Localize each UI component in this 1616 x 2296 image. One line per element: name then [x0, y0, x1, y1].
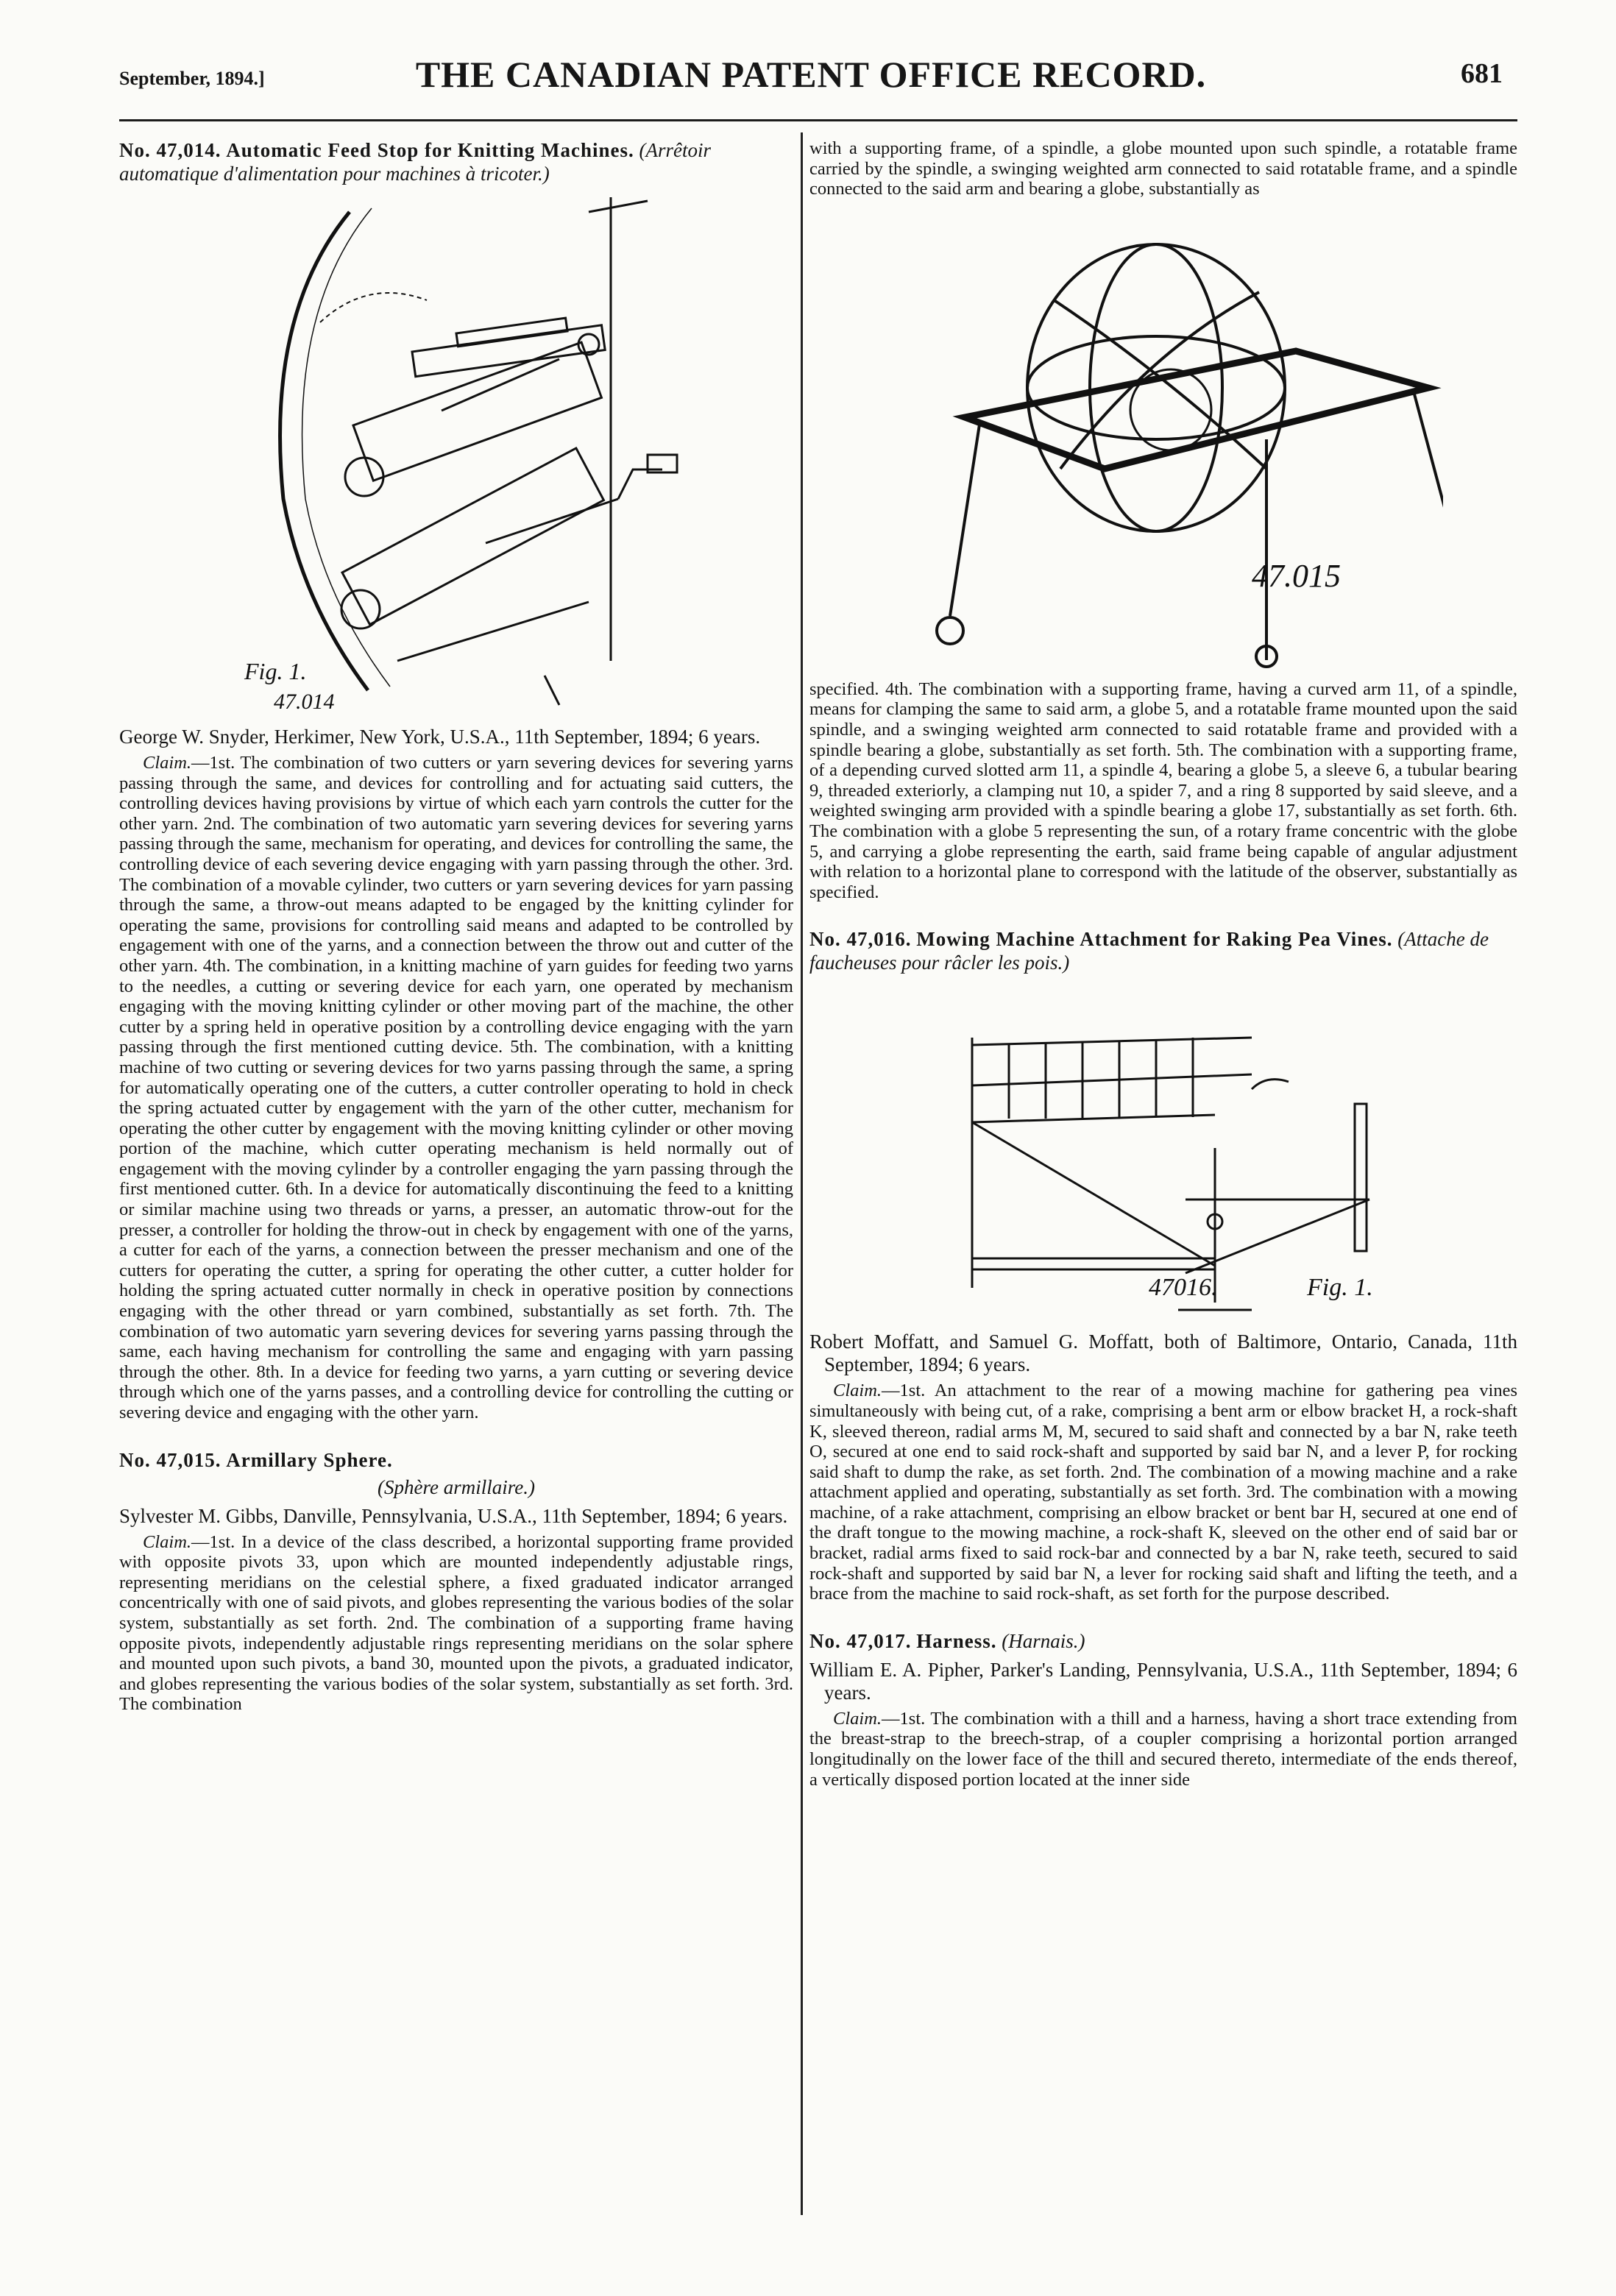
- patent-number: No. 47,014.: [119, 139, 222, 161]
- patent-number: No. 47,017.: [809, 1629, 912, 1652]
- patent-47016: [809, 927, 1517, 1604]
- figure-handwritten-number: 47016.: [1149, 1274, 1218, 1302]
- patent-title: Automatic Feed Stop for Knitting Machines.: [226, 139, 634, 161]
- mowing-machine-figure: [906, 979, 1421, 1325]
- inventor-line: Robert Moffatt, and Samuel G. Moffatt, both of Baltimore, Ontario, Canada, 11th September, 1894; 6 years.: [809, 1331, 1517, 1376]
- patent-number: No. 47,016.: [809, 928, 912, 951]
- patent-title: Harness.: [916, 1629, 997, 1652]
- figure-handwritten-number: 47.015: [1252, 557, 1341, 594]
- patent-47014: [119, 138, 793, 1423]
- publication-title: THE CANADIAN PATENT OFFICE RECORD.: [415, 54, 1207, 95]
- claim-continuation: specified. 4th. The combination with a supporting frame, having a curved arm 11, of a spindle, means for clamping the same to said arm, a globe 5, and a rotatable frame mounted upon the said spindle, and a swinging weighted arm connected to said rotatable frame and provided with a spindle bearing a globe, substantially as set forth. 5th. The combination with a supporting frame, of a depending curved slotted arm 11, a spindle 4, bearing a globe 5, a sleeve 6, a tubular bearing 9, threaded exteriorly, a clamping nut 10, a spider 7, and a ring 8 supported by said sleeve, and a weighted swinging arm provided with a spindle bearing a globe 17, substantially as set forth. 6th. The combination with a globe 5 representing the sun, of a rotary frame concentric with the globe 5, and carrying a globe representing the earth, said frame being capable of angular adjustment with relation to a horizontal plane to correspond with the latitude of the observer, substantially as specified.: [809, 678, 1517, 902]
- claim-text: Claim.—1st. An attachment to the rear of a mowing machine for gathering pea vines simultaneously with being cut, of a rake, comprising a bent arm or elbow bracket H, a rock-shaft K, sleeved thereon, radial arms M, M, secured to said shaft and connected by a bar N, rake teeth O, secured at one end to said rock-shaft and supported by said bar N, and a lever P, for rocking said shaft to dump the rake, as set forth. 2nd. The combination of a mowing machine and a rake attachment applied and operating, substantially as set forth. 3rd. The combination with a mowing machine, of a rake attachment, comprising an elbow bracket or bent bar H, secured at one end of the draft tongue to the mowing machine, a rock-shaft K, sleeved on the other end of said bar or bracket, radial arms fixed to said rock-bar and connected by a bar N, rake teeth, secured to said rock-shaft and supported by said bar N, a lever for rocking said shaft and lifting the teeth, and a brace from the machine to said rock-shaft, as set forth for the purpose described.: [809, 1381, 1517, 1604]
- patent-french-title: (Attache de faucheuses pour râcler les pois.): [809, 928, 1489, 974]
- patent-title: Mowing Machine Attachment for Raking Pea Vines.: [916, 928, 1393, 951]
- patent-number: No. 47,015.: [119, 1448, 222, 1471]
- claim-text: Claim.—1st. In a device of the class described, a horizontal supporting frame provided with opposite pivots 33, upon which are mounted independently adjustable rings, representing meridians on the celestial sphere, a fixed graduated indicator arranged concentrically with one of said pivots, and globes representing the various bodies of the solar system, substantially as set forth. 2nd. The combination of a supporting frame having opposite pivots, independently adjustable rings representing meridians on the solar sphere and mounted upon such pivots, a band 30, mounted upon the pivots, a graduated indicator, and globes representing the various bodies of the solar system, substantially as set forth. 3rd. The combination: [119, 1531, 793, 1715]
- left-column: [119, 138, 793, 1715]
- armillary-sphere-figure: [884, 204, 1443, 675]
- claim-text: Claim.—1st. The combination with a thill and a harness, having a short trace extending from the breast-strap to the breech-strap, of a coupler comprising a horizontal portion arranged longitudinally on the lower face of the thill and secured thereto, intermediate of the ends thereof, a vertically disposed portion located at the inner side: [809, 1708, 1517, 1790]
- patent-french-title: (Sphère armillaire.): [378, 1475, 535, 1498]
- figure-caption: Fig. 1.: [244, 658, 307, 684]
- patent-47017: [809, 1629, 1517, 1790]
- patent-french-title: (Arrêtoir automatique d'alimentation pour machines à tricoter.): [119, 139, 711, 185]
- inventor-line: Sylvester M. Gibbs, Danville, Pennsylvania, U.S.A., 11th September, 1894; 6 years.: [119, 1504, 788, 1527]
- header-rule: [119, 119, 1517, 121]
- patent-47015: [119, 1448, 793, 1715]
- inventor-line: William E. A. Pipher, Parker's Landing, Pennsylvania, U.S.A., 11th September, 1894; 6 years.: [809, 1658, 1517, 1704]
- patent-title: Armillary Sphere.: [226, 1448, 393, 1471]
- issue-date: September, 1894.]: [119, 68, 265, 89]
- patent-french-title: (Harnais.): [1002, 1629, 1085, 1652]
- page-number: 681: [1461, 58, 1503, 89]
- knitting-machine-figure: [177, 190, 736, 720]
- figure-caption: Fig. 1.: [1307, 1274, 1373, 1302]
- column-divider: [801, 132, 803, 2215]
- claim-text: Claim.—1st. The combination of two cutters or yarn severing devices for severing yarns passing through the same, and devices for controlling and for actuating said cutters, the controlling devices having provisions by virtue of which each yarn controls the cutter for the other yarn. 2nd. The combination of two automatic yarn severing devices for severing yarns passing through the same, mechanism for operating, and devices for controlling the same, the controlling device of each severing device engaging with yarn passing through the other. 3rd. The combination of a movable cylinder, two cutters or yarn severing devices for yarn passing through the same, a throw-out means adapted to be engaged by the knitting cylinder for operating the same, provisions for controlling said means and adapted to be controlled by engagement with one of the yarns, and a connection between the throw out and cutter of the other yarn. 4th. The combination, in a knitting machine of yarn guides for feeding two yarns to the needles, a cutting or severing device for each yarn, one operated by mechanism engaging with the moving knitting cylinder or other moving part of the machine, the other cutter by a spring held in operative position by a controlling device engaging with the yarn passing through the first mentioned cutting device. 5th. The combination, with a knitting machine of two cutting or severing devices for two yarns passing through the same, a spring for automatically operating one of the cutters, a cutter controller operating to hold in check the spring actuated cutter by engagement with the yarn of the other cutter, mechanism for operating the other cutter by engagement with the moving knitting cylinder or other moving portion of the machine, which cutter operating mechanism is held normally out of engagement with the moving cylinder by a controller engaging the yarn passing through the first mentioned cutter. 6th. In a device for automatically discontinuing the feed to a knitting or similar machine using two threads or yarns, a presser, an automatic throw-out for the presser, a controller for holding the throw-out in check by engagement with one of the yarns, a cutter for each of the yarns, a connection between the presser mechanism and one of the cutters for operating the cutter, a spring for operating the other cutter, a cutter holder for holding the spring actuated cutter normally in check in operative position by connections engaging with the other thread or yarn combined, substantially as set forth. 7th. The combination of two automatic yarn severing devices for severing yarns passing through the same, each having mechanism for controlling the same and engaging with yarn passing through the other. 8th. In a device for feeding two yarns, a yarn cutting or severing device through which one of the yarns passes, and a controlling device for controlling the cutting or severing device and engaging with the other yarn.: [119, 753, 793, 1422]
- inventor-line: George W. Snyder, Herkimer, New York, U.S.A., 11th September, 1894; 6 years.: [119, 726, 761, 748]
- figure-handwritten-number: 47.014: [274, 690, 335, 714]
- claim-continuation: with a supporting frame, of a spindle, a globe mounted upon such spindle, a rotatable frame carried by the spindle, a swinging weighted arm connected to said rotatable frame, and a spindle connected to the said arm and bearing a globe, substantially as: [809, 138, 1517, 199]
- page-header: [119, 52, 1503, 110]
- right-column: [809, 138, 1517, 1790]
